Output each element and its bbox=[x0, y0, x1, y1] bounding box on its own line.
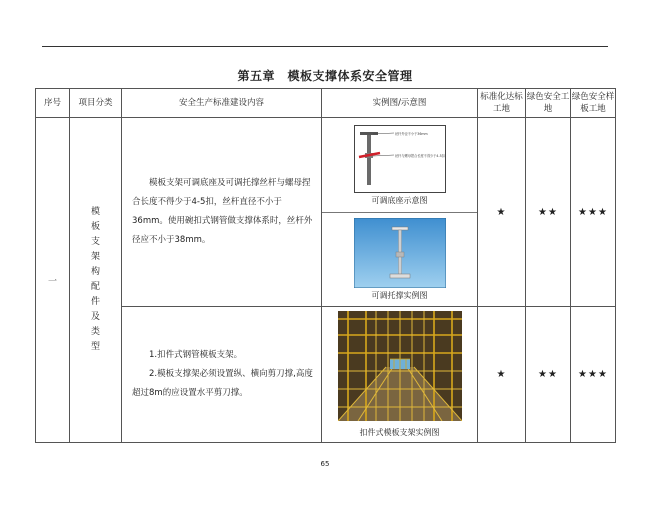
section1-stars-standard: ★ bbox=[478, 118, 526, 307]
header-rule bbox=[42, 46, 608, 47]
page-title: 第五章 模板支撑体系安全管理 bbox=[237, 69, 413, 83]
section1-stars-green: ★★ bbox=[526, 118, 571, 307]
table-row bbox=[36, 118, 616, 307]
header-item: 项目分类 bbox=[70, 89, 122, 118]
diagram-label-diameter: 丝杆外径不小于36mm bbox=[394, 131, 428, 136]
safety-table bbox=[35, 88, 616, 443]
section1-stars-green-model: ★★★ bbox=[571, 118, 616, 307]
adjustable-support-photo bbox=[354, 218, 446, 288]
section1-images bbox=[322, 118, 478, 307]
page-number: 65 bbox=[320, 460, 330, 468]
section2-line1: 1.扣件式钢管模板支架。 bbox=[149, 350, 243, 360]
header-standard: 标准化达标工地 bbox=[478, 89, 526, 118]
fastener-scaffold-photo bbox=[338, 311, 462, 421]
section2-stars-green: ★★ bbox=[526, 307, 571, 443]
row-item-label: 模板支架构配件及类型 bbox=[90, 207, 100, 352]
header-example: 实例图/示意图 bbox=[322, 89, 478, 118]
header-green: 绿色安全工地 bbox=[526, 89, 571, 118]
fastener-scaffold-figure bbox=[322, 308, 477, 442]
caption-adjustable-support: 可调托撑实例图 bbox=[371, 291, 428, 300]
section1-text-cell bbox=[122, 118, 322, 307]
section2-stars-green-model: ★★★ bbox=[571, 307, 616, 443]
adjustable-support-figure bbox=[322, 213, 477, 306]
section2-text-cell bbox=[122, 307, 322, 443]
row-item bbox=[70, 118, 122, 443]
header-green-model: 绿色安全样板工地 bbox=[571, 89, 616, 118]
table-header-row bbox=[36, 89, 616, 118]
section1-text: 模板支架可调底座及可调托撑丝杆与螺母捏合长度不得少于4-5扣，丝杆直径不小于36mm。使用碗扣式钢管做支撑体系时，丝杆外径应不小于38mm。 bbox=[132, 178, 313, 245]
header-seq: 序号 bbox=[36, 89, 70, 118]
caption-fastener-scaffold: 扣件式模板支架实例图 bbox=[359, 428, 440, 437]
adjustable-base-figure bbox=[322, 118, 477, 213]
adjustable-base-diagram bbox=[354, 125, 446, 193]
section2-line2: 2.模板支撑架必须设置纵、横向剪刀撑,高度超过8m的应设置水平剪刀撑。 bbox=[132, 369, 313, 398]
diagram-label-thread: 丝杆与螺母捏合长度不得少于4-5扣 bbox=[394, 153, 445, 158]
caption-adjustable-base: 可调底座示意图 bbox=[371, 195, 428, 205]
row-seq: 一 bbox=[36, 118, 70, 443]
header-content: 安全生产标准建设内容 bbox=[122, 89, 322, 118]
section2-stars-standard: ★ bbox=[478, 307, 526, 443]
section2-images bbox=[322, 307, 478, 443]
table-row bbox=[36, 307, 616, 443]
